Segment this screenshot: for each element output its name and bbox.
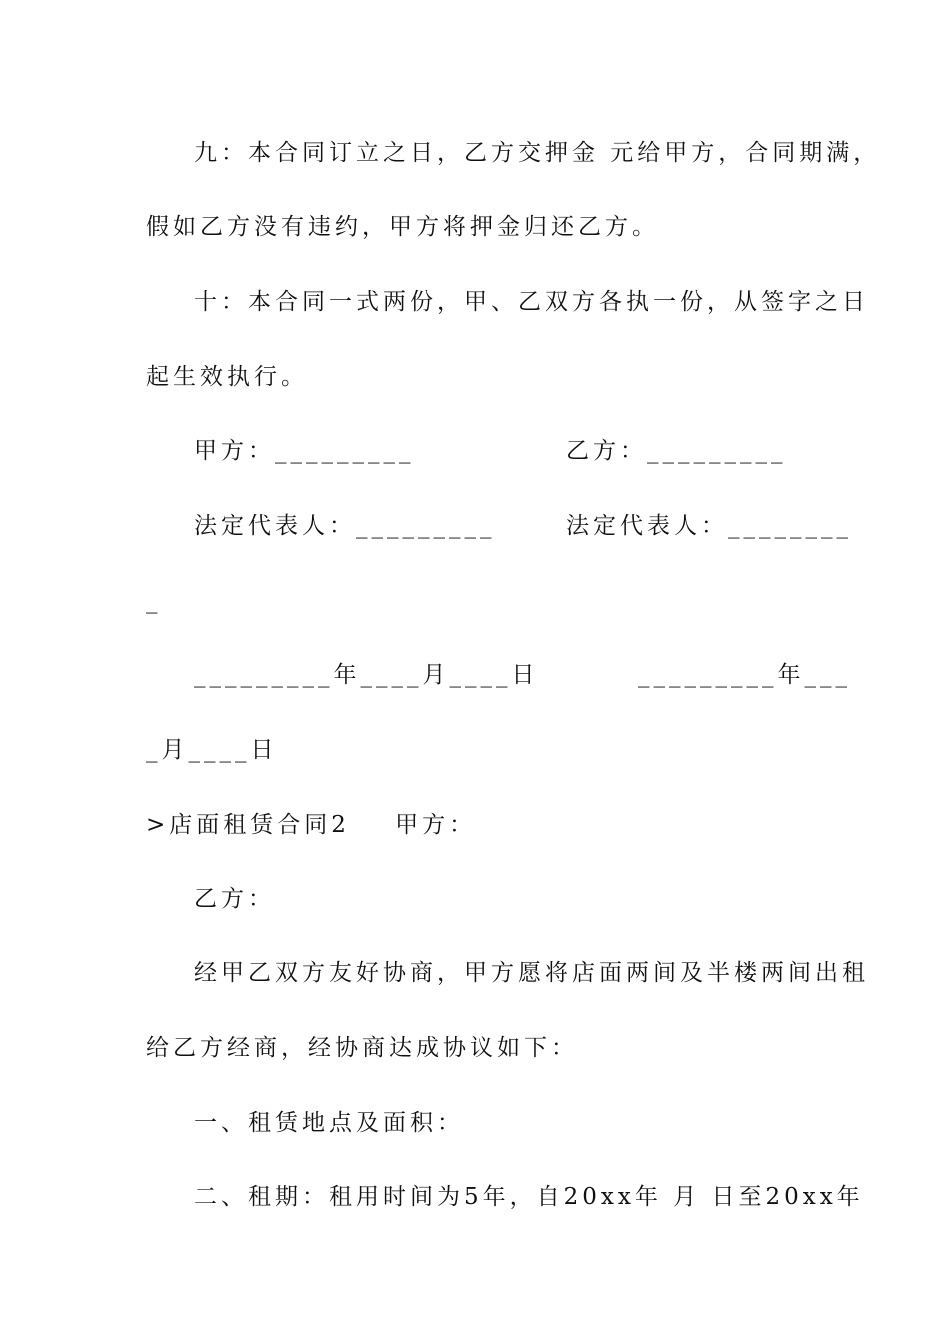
party-b-representative: 法定代表人：________	[566, 513, 852, 539]
party-b-date-overflow: _月____日	[146, 737, 278, 763]
contract-2-heading: >店面租赁合同2 甲方：	[146, 812, 477, 838]
contract-2-intro-line-1: 经甲乙双方友好协商，甲方愿将店面两间及半楼两间出租	[194, 960, 869, 986]
party-a-date: _________年____月____日	[194, 662, 539, 688]
clause-10-line-1: 十：本合同一式两份，甲、乙双方各执一份，从签字之日	[194, 289, 869, 315]
contract-2-party-b: 乙方：	[194, 886, 275, 912]
party-b-signature: 乙方：_________	[566, 438, 787, 464]
party-b-representative-overflow: _	[146, 588, 162, 614]
party-a-signature: 甲方：_________	[194, 438, 415, 464]
contract-2-item-2: 二、租期：租用时间为5年，自20xx年 月 日至20xx年	[194, 1184, 864, 1210]
party-a-representative: 法定代表人：_________	[194, 513, 496, 539]
clause-9-line-1: 九：本合同订立之日，乙方交押金 元给甲方，合同期满，	[194, 140, 881, 166]
party-b-date: _________年___	[638, 662, 851, 688]
contract-2-intro-line-2: 给乙方经商，经协商达成协议如下：	[146, 1035, 578, 1061]
contract-2-item-1: 一、租赁地点及面积：	[194, 1110, 464, 1136]
clause-10-line-2: 起生效执行。	[146, 364, 308, 390]
clause-9-line-2: 假如乙方没有违约，甲方将押金归还乙方。	[146, 214, 659, 240]
